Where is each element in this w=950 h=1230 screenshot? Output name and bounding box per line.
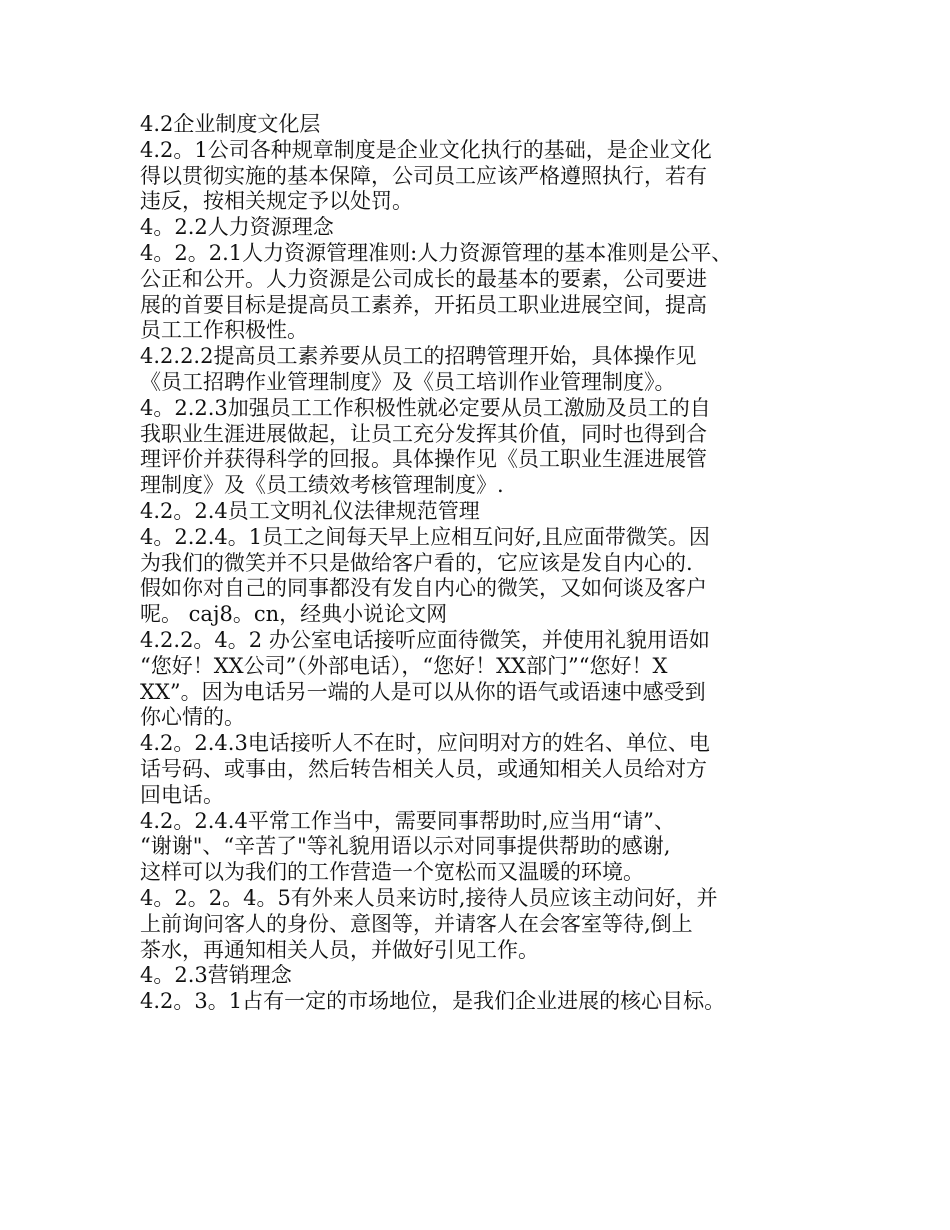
document-body bbox=[140, 112, 820, 1015]
text-line: 展的首要目标是提高员工素养，开拓员工职业进展空间，提高 bbox=[140, 292, 707, 317]
text-line: 4。2.2.4。1员工之间每天早上应相互问好,且应面带微笑。因 bbox=[140, 524, 710, 549]
text-line: 回电话。 bbox=[140, 782, 224, 807]
text-line: 呢。 caj8。cn，经典小说论文网 bbox=[140, 602, 448, 627]
text-line: 理评价并获得科学的回报。具体操作见《员工职业生涯进展管 bbox=[140, 447, 707, 472]
text-line: 话号码、或事由，然后转告相关人员，或通知相关人员给对方 bbox=[140, 756, 707, 781]
text-line: XX”。因为电话另一端的人是可以从你的语气或语速中感受到 bbox=[140, 679, 706, 704]
text-line: 员工工作积极性。 bbox=[140, 318, 308, 343]
text-line: 4.2。2.4.3电话接听人不在时，应问明对方的姓名、单位、电 bbox=[140, 731, 710, 756]
text-line: 违反，按相关规定予以处罚。 bbox=[140, 189, 413, 214]
text-line: 4.2。3。1占有一定的市场地位，是我们企业进展的核心目标。 bbox=[140, 989, 726, 1014]
text-line: “您好！XX公司”（外部电话），“您好！XX部门”“您好！X bbox=[140, 653, 668, 678]
text-line: 4.2。2.4.4平常工作当中，需要同事帮助时,应当用“请”、 bbox=[140, 808, 675, 833]
text-line: 上前询问客人的身份、意图等，并请客人在会客室等待,倒上 bbox=[140, 911, 693, 936]
text-line: 得以贯彻实施的基本保障，公司员工应该严格遵照执行，若有 bbox=[140, 163, 707, 188]
text-line: 茶水，再通知相关人员，并做好引见工作。 bbox=[140, 937, 539, 962]
section-heading: 4。2.3营销理念 bbox=[140, 963, 292, 988]
section-heading: 4.2。2.4员工文明礼仪法律规范管理 bbox=[140, 498, 480, 523]
section-heading: 4.2企业制度文化层 bbox=[140, 112, 321, 136]
text-line: 《员工招聘作业管理制度》及《员工培训作业管理制度》。 bbox=[140, 369, 676, 394]
text-line: 4。2.2.3加强员工工作积极性就必定要从员工激励及员工的自 bbox=[140, 395, 711, 420]
text-line: 公正和公开。人力资源是公司成长的最基本的要素，公司要进 bbox=[140, 266, 707, 291]
text-line: 4。2。2.1人力资源管理准则:人力资源管理的基本准则是公平、 bbox=[140, 240, 733, 265]
text-line: 4.2。1公司各种规章制度是企业文化执行的基础，是企业文化 bbox=[140, 137, 712, 162]
text-line: 4.2.2。4。2 办公室电话接听应面待微笑，并使用礼貌用语如 bbox=[140, 627, 710, 652]
text-line: “谢谢"、“辛苦了"等礼貌用语以示对同事提供帮助的感谢, bbox=[140, 834, 671, 859]
text-line: 4.2.2.2提高员工素养要从员工的招聘管理开始，具体操作见 bbox=[140, 344, 697, 369]
text-line: 我职业生涯进展做起，让员工充分发挥其价值，同时也得到合 bbox=[140, 421, 707, 446]
text-line: 理制度》及《员工绩效考核管理制度》. bbox=[140, 473, 504, 498]
text-line: 假如你对自己的同事都没有发自内心的微笑，又如何谈及客户 bbox=[140, 576, 707, 601]
text-line: 4。2。2。4。5有外来人员来访时,接待人员应该主动问好，并 bbox=[140, 885, 718, 910]
text-line: 这样可以为我们的工作营造一个宽松而又温暖的环境。 bbox=[140, 860, 644, 885]
text-line: 你心情的。 bbox=[140, 705, 245, 730]
text-line: 为我们的微笑并不只是做给客户看的，它应该是发自内心的. bbox=[140, 550, 693, 575]
section-heading: 4。2.2人力资源理念 bbox=[140, 215, 334, 240]
